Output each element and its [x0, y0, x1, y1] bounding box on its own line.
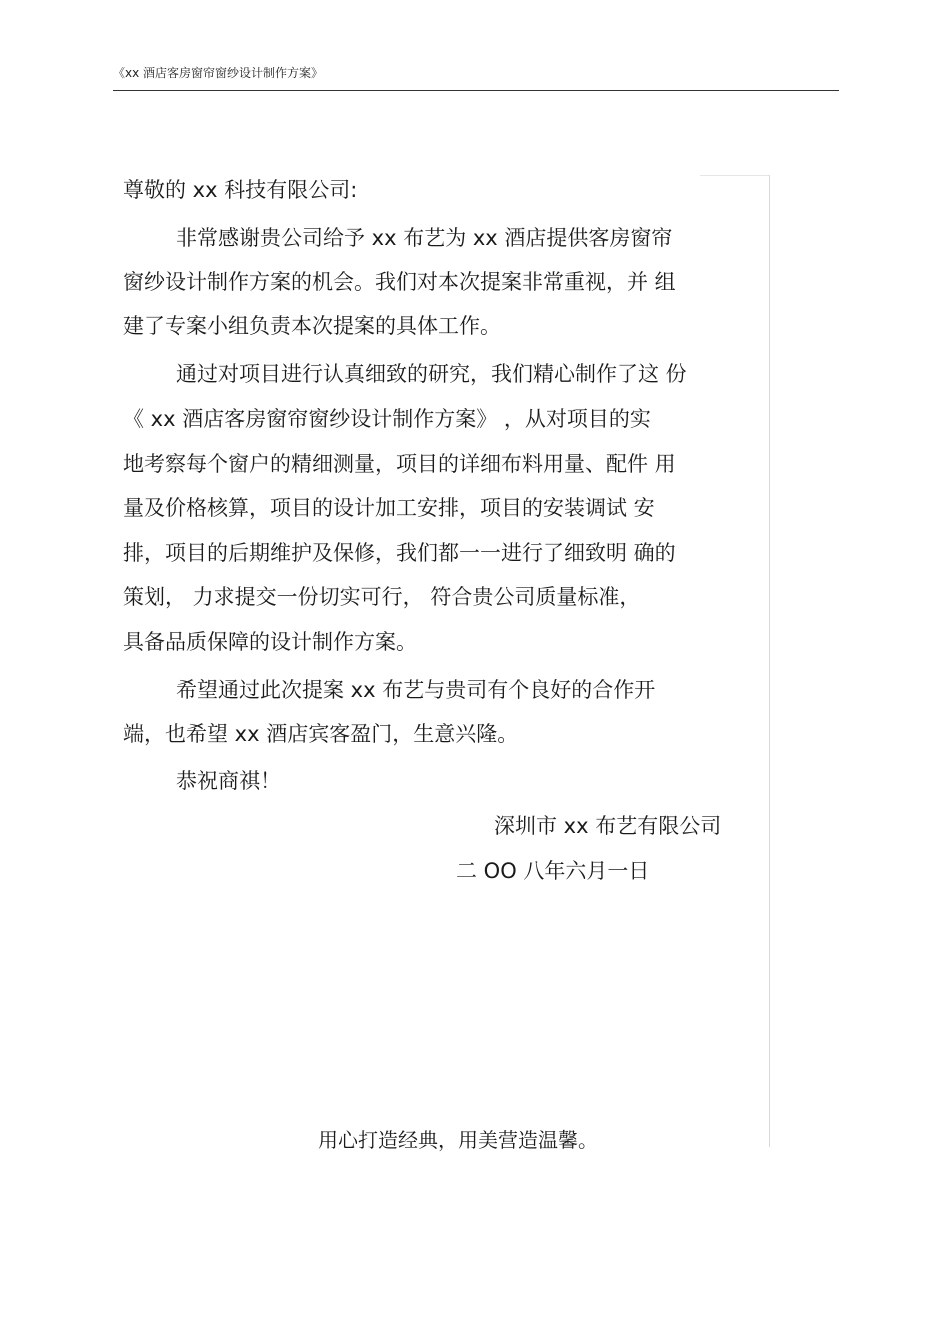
footer-slogan: 用心打造经典，用美营造温馨。	[318, 1128, 598, 1152]
header-divider	[113, 90, 839, 91]
paragraph-2-line-4: 量及价格核算，项目的设计加工安排，项目的安装调试 安	[123, 496, 655, 520]
closing-greeting: 恭祝商祺！	[176, 769, 281, 793]
paragraph-2-line-5: 排，项目的后期维护及保修，我们都一一进行了细致明 确的	[123, 541, 676, 565]
paragraph-2-line-7: 具备品质保障的设计制作方案。	[123, 630, 417, 654]
paragraph-3-line-2: 端，也希望 xx 酒店宾客盈门，生意兴隆。	[123, 722, 519, 746]
salutation: 尊敬的 xx 科技有限公司:	[123, 178, 358, 202]
paragraph-2-line-3: 地考察每个窗户的精细测量，项目的详细布料用量、配件 用	[123, 452, 676, 476]
paragraph-1-line-2: 窗纱设计制作方案的机会。我们对本次提案非常重视，并 组	[123, 270, 676, 294]
header-title: 《xx 酒店客房窗帘窗纱设计制作方案》	[113, 66, 324, 80]
paragraph-2-line-6: 策划， 力求提交一份切实可行， 符合贵公司质量标准，	[123, 585, 641, 609]
paragraph-1-line-3: 建了专案小组负责本次提案的具体工作。	[123, 314, 501, 338]
paragraph-1-line-1: 非常感谢贵公司给予 xx 布艺为 xx 酒店提供客房窗帘	[176, 226, 673, 250]
paragraph-2-line-1: 通过对项目进行认真细致的研究，我们精心制作了这 份	[176, 362, 687, 386]
paragraph-3-line-1: 希望通过此次提案 xx 布艺与贵司有个良好的合作开	[176, 678, 656, 702]
signature-date: 二 OO 八年六月一日	[456, 859, 650, 883]
paragraph-2-line-2: 《 xx 酒店客房窗帘窗纱设计制作方案》 ，从对项目的实	[123, 407, 651, 431]
page-frame-right-line	[769, 175, 770, 1147]
page-frame-top-line	[700, 175, 770, 176]
signature-company: 深圳市 xx 布艺有限公司	[494, 814, 722, 838]
